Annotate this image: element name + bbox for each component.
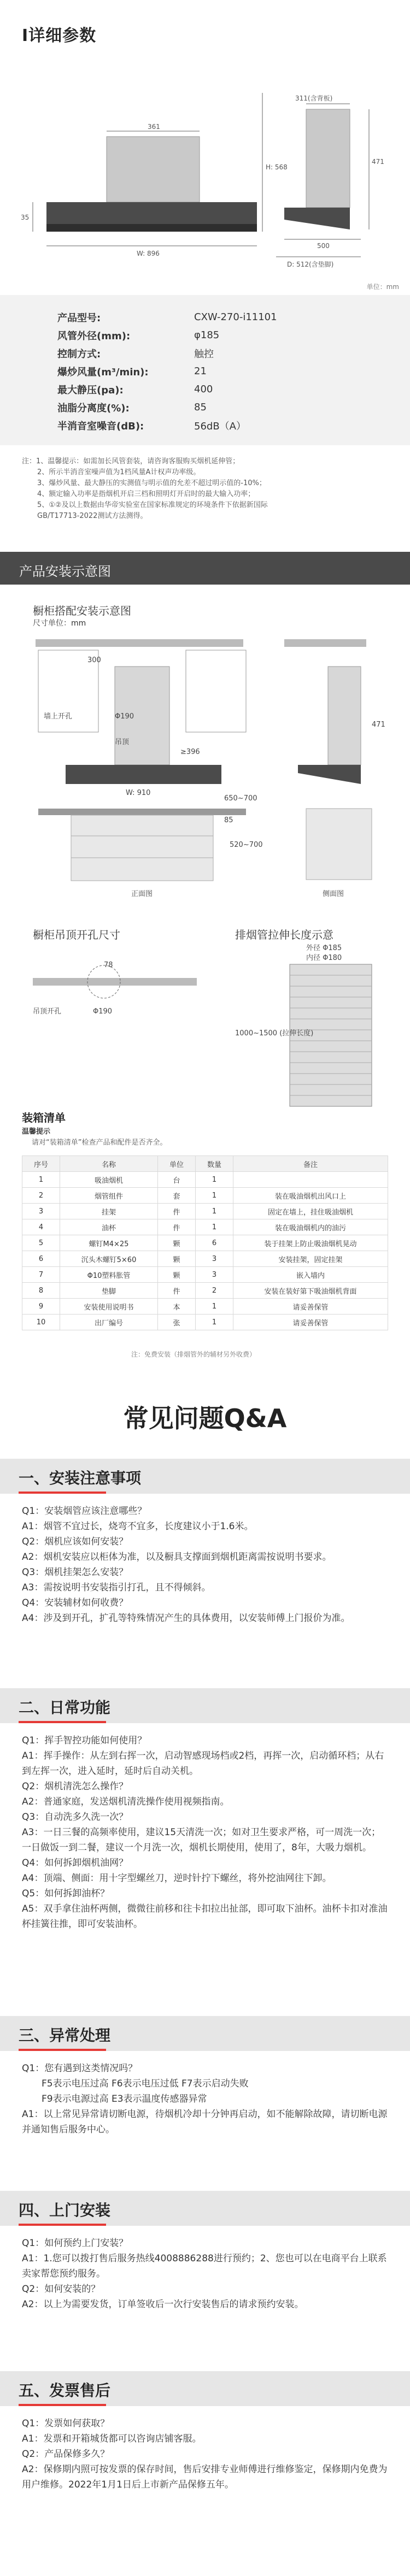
label-471: 471: [372, 721, 385, 729]
duct-diagram: [235, 942, 399, 1117]
table-row: 8 垫脚 件 2 安装在装好第下吸油烟机背面: [22, 1283, 388, 1299]
dim-depth-top: 311(含背板): [295, 95, 333, 102]
faq-section-header: 三、异常处理: [0, 2016, 410, 2051]
install-diagram-title: 橱柜搭配安装示意图: [33, 604, 131, 617]
cab-label-hole: 吊顶开孔: [33, 1007, 62, 1016]
table-row: 3 挂架 件 1 固定在墙上，挂住吸油烟机: [22, 1204, 388, 1219]
faq-section-header: 四、上门安装: [0, 2191, 410, 2226]
packing-tip-text: 请对“装箱清单”检查产品和配件是否齐全。: [32, 1139, 167, 1147]
spec-row: 产品型号: CXW-270-i11101: [57, 311, 277, 324]
cabinet-hole-title: 橱柜吊顶开孔尺寸: [33, 928, 120, 941]
faq-underline: [19, 2404, 106, 2406]
spec-notes: [22, 456, 394, 522]
label-650: 650~700: [224, 794, 257, 803]
packing-header-row: 序号 名称 单位 数量 备注: [22, 1156, 388, 1172]
dim-side: 35: [21, 214, 30, 221]
dim-height: H: 568: [266, 163, 288, 171]
faq-block: Q1：挥手智控功能如何使用？ A1：挥手操作：从左到右挥一次，启动智感现场档或2档，再挥一次，启动循环档；从右到左挥一次，进入延时，延时后自动关机。 Q2：烟机清洗怎么操作？ A2：普通家庭，发送烟机清洗操作使用视频指南。 Q3：自动洗多久洗一次？ A3：一日三餐的高频率使用，建议15天清洗一次；如对卫生要求严格，可一周洗一次；一日做饭一到二餐，建议一个月洗一次，烟机长期使用，使用了，8年，大吸力烟机。 Q4：如何拆卸烟机油网？ A4：顶端、侧面：用十字型螺丝刀，逆时针拧下螺丝，将外挖油网往下卸。 Q5：如何拆卸油杯？ A5：双手拿住油杯两侧，微微往前移和往卡扣拉出扯部，即可取下油杯。油杯卡扣对准油杯挂簧往推，即可安装油杯。: [22, 1735, 388, 1930]
spec-row: 最大静压(pa): 400: [57, 384, 213, 396]
note-line: 2、所示半消音室噪声值为1档风量A计权声功率级。: [37, 468, 201, 476]
label-stack: ≥396: [180, 748, 200, 756]
table-row: 5 螺钉M4×25 颗 6 装于挂架上防止吸油烟机晃动: [22, 1235, 388, 1251]
packing-footnote: 注：免费安装（排烟管外的辅材另外收费）: [131, 1351, 256, 1358]
faq-block: Q1：发票如何获取？ A1：发票和开箱城货都可以咨询店铺客服。 Q2：产品保修多久？ A2：保修期内照可按发票的保存时间，售后安排专业师傅进行维修鉴定，保修期内免费为用户维修。2022年1月1日后上市新产品保修五年。: [22, 2418, 388, 2490]
cab-label-phi: Φ190: [93, 1007, 113, 1016]
table-row: 1 吸油烟机 台 1: [22, 1172, 388, 1188]
faq-section-header: 二、日常功能: [0, 1688, 410, 1723]
dim-stack: 361: [148, 123, 160, 131]
label-width: W: 910: [126, 789, 151, 797]
spec-row: 控制方式: 触控: [57, 348, 214, 360]
params-title: I详细参数: [22, 26, 97, 45]
faq-heading: 常见问题Q&A: [123, 1404, 287, 1433]
label-85: 85: [224, 816, 233, 824]
faq-block: Q1：如何预约上门安装？ A1：1.您可以拨打售后服务热线4008886288进行预约；2、您也可以在电商平台上联系卖家帮您预约服务。 Q2：如何安装的？ A2：以上为需要发货，订单签收后一次行安装售后的请求预约安装。: [22, 2238, 387, 2310]
table-row: 7 Φ10塑料胀管 颗 3 嵌入墙内: [22, 1267, 388, 1283]
note-line: 3、爆炒风量、最大静压的实测值与明示值的允差不超过明示值的-10%；: [37, 479, 266, 487]
cab-label-78: 78: [104, 961, 113, 969]
packing-title: 装箱清单: [22, 1111, 66, 1124]
cabinet-hole-diagram: [22, 945, 219, 1027]
faq-block: Q1：您有遇到这类情况吗？ F5表示电压过高 F6表示电压过低 F7表示启动失败 F9表示电源过高 E3表示温度传感器异常 A1：以上常见异常请切断电源，待烟机冷却十分钟再启动，如不能解除故障，请切断电源并通知售后服务中心。: [22, 2063, 388, 2135]
packing-table: [22, 1156, 388, 1330]
unit-label: 单位：mm: [366, 283, 399, 291]
install-banner: [0, 552, 410, 585]
faq-underline: [19, 1492, 106, 1494]
dim-width: W: 896: [137, 250, 160, 257]
spec-row: 半消音室噪音(dB): 56dB（A）: [57, 420, 246, 432]
dim-depth-total: D: 512(含垫脚): [287, 261, 334, 268]
label-phi: Φ190: [115, 712, 134, 721]
duct-outer: 外径 Φ185: [306, 944, 342, 952]
duct-inner: 内径 Φ180: [306, 954, 342, 962]
faq-section: [0, 1382, 410, 2576]
note-line: GB/T17713-2022测试方法测得。: [37, 512, 148, 520]
specs-panel: [0, 295, 410, 445]
label-side-view: 侧面图: [323, 890, 344, 898]
faq-section-header: 一、安装注意事项: [0, 1459, 410, 1494]
install-section: [0, 552, 410, 1104]
label-wall-hole: 墙上开孔: [44, 712, 73, 721]
faq-underline: [19, 2224, 106, 2226]
table-row: 6 沉头木螺钉5×60 颗 3 安装挂架，固定挂架: [22, 1251, 388, 1267]
dim-depth-mid: 500: [317, 242, 330, 250]
specs-list: [57, 308, 364, 434]
install-unit: 尺寸单位：mm: [33, 619, 86, 628]
spec-row: 风管外径(mm): φ185: [57, 329, 220, 342]
table-row: 9 安装使用说明书 本 1 请妥善保管: [22, 1299, 388, 1314]
table-row: 4 油杯 件 1 装在吸油烟机内的油污: [22, 1219, 388, 1235]
table-row: 10 出厂编号 张 1 请妥善保管: [22, 1314, 388, 1330]
table-row: 2 烟管组件 套 1 装在吸油烟机出风口上: [22, 1188, 388, 1204]
product-dimension-diagram: [0, 82, 410, 290]
duct-title: 排烟管拉伸长度示意: [235, 928, 333, 941]
note-line: 5、①②及以上数据由华帝实验室在国家标准规定的环境条件下依据新国际: [37, 501, 268, 509]
faq-section-header: 五、发票售后: [0, 2371, 410, 2406]
spec-row: 爆炒风量(m³/min): 21: [57, 366, 207, 378]
faq-block: Q1：安装烟管应该注意哪些？ A1：烟管不宜过长，烧弯不宜多，长度建议小于1.6米。 Q2：烟机应该如何安装？ A2：烟机安装应以柜体为准，以及橱具支撑面到烟机距离需按说明书要求。 Q3：烟机挂架怎么安装？ A3：需按说明书安装指引打孔，且不得倾斜。 Q4：安装辅材如何收费？ A4：涉及到开孔，扩孔等特殊情况产生的具体费用，以安装师傅上门报价为准。: [22, 1506, 350, 1624]
packing-section: [0, 1104, 410, 1382]
faq-underline: [19, 2049, 106, 2051]
duct-length: 1000~1500 (拉伸长度): [235, 1029, 314, 1038]
spec-row: 油脂分离度(%): 85: [57, 402, 207, 414]
label-300: 300: [87, 656, 101, 664]
label-ceiling: 吊顶: [115, 738, 130, 746]
note-line: 4、额定输入功率是指烟机开启三档和照明灯开启时的最大输入功率；: [37, 490, 255, 498]
faq-underline: [19, 1721, 106, 1723]
packing-tip: 温馨提示: [22, 1128, 51, 1136]
install-banner-title: 产品安装示意图: [19, 564, 111, 579]
note-line: 注：1、温馨提示：如需加长风管套装，请咨询客服购买烟机延伸管；: [22, 457, 240, 465]
label-520: 520~700: [230, 841, 263, 849]
cabinet-install-diagram: [0, 628, 410, 956]
params-section: [0, 0, 410, 552]
dim-main-height: 471: [372, 158, 384, 166]
label-front-view: 正面图: [131, 890, 153, 898]
